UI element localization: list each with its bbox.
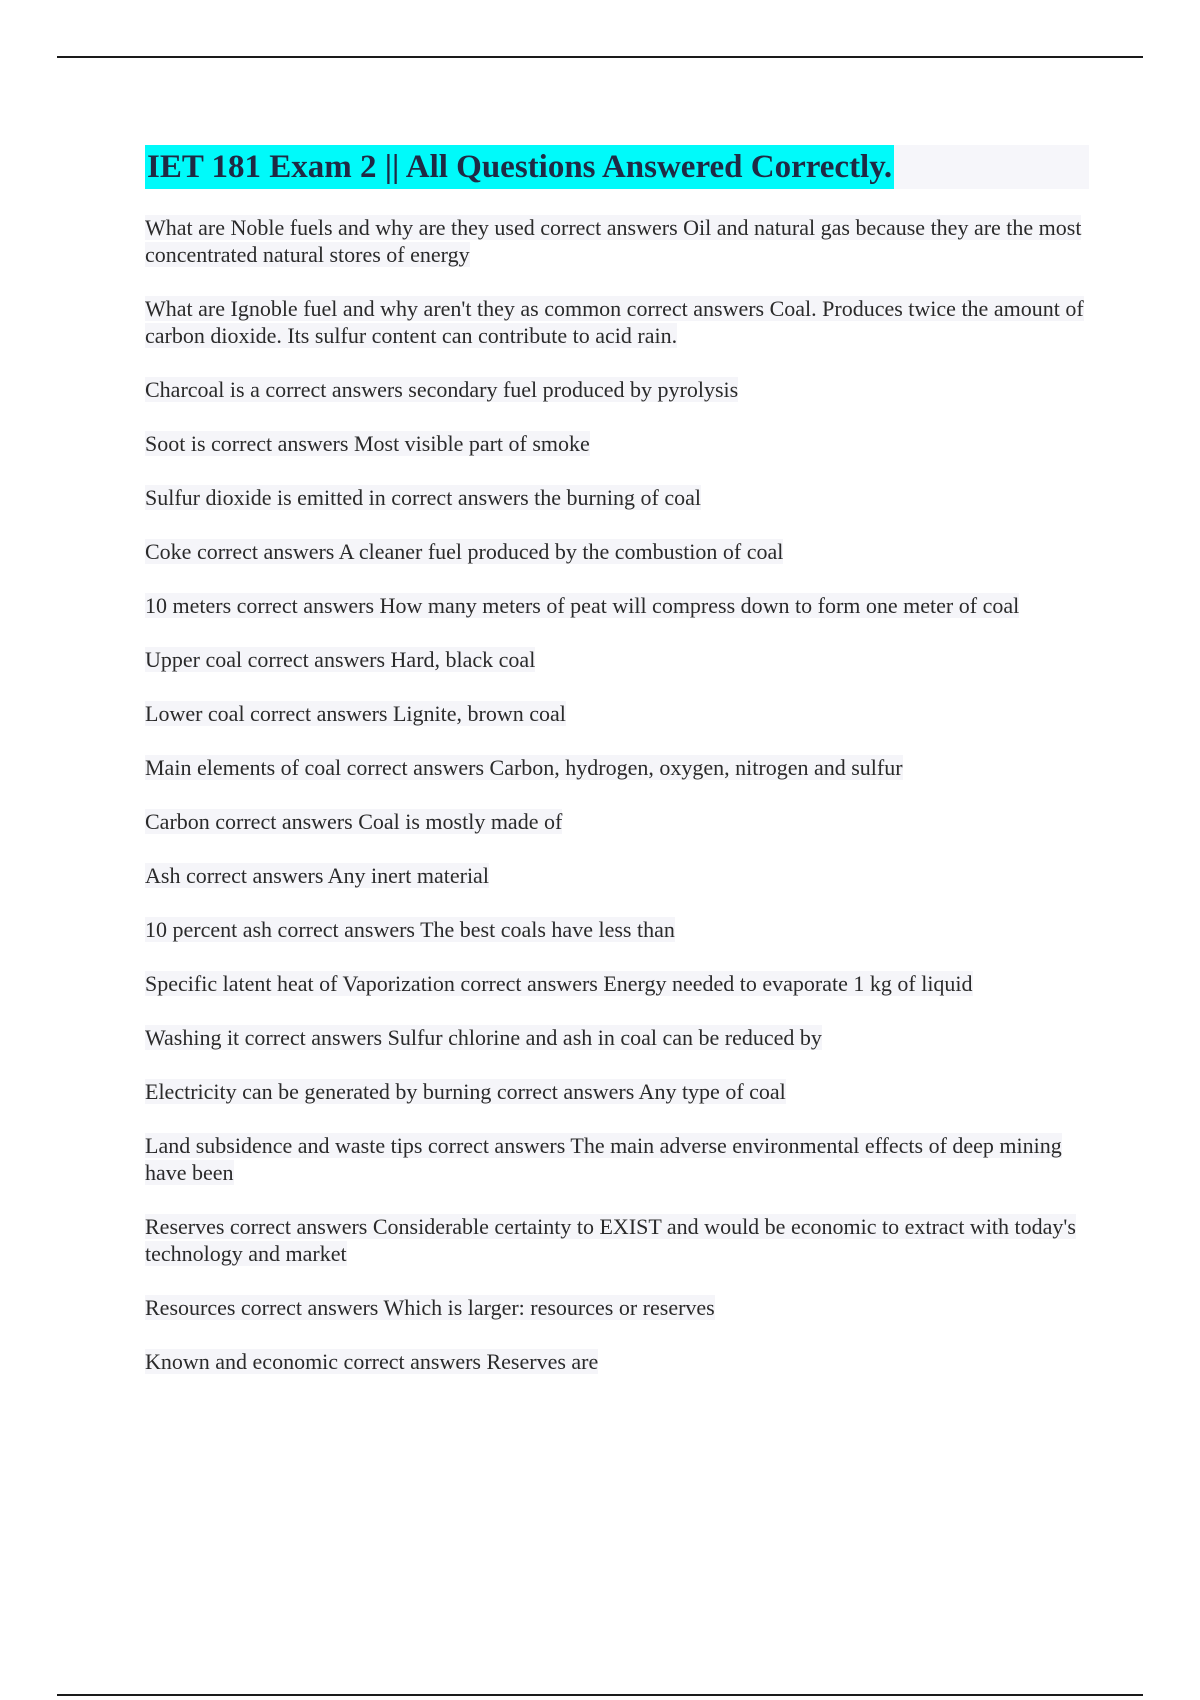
qa-item [145, 1213, 1095, 1267]
qa-text: Charcoal is a correct answers secondary fuel produced by pyrolysis [145, 377, 739, 402]
qa-item [145, 646, 1095, 673]
qa-text: Reserves correct answers Considerable certainty to EXIST and would be economic to extract with today's technology and market [145, 1214, 1076, 1266]
qa-text: Specific latent heat of Vaporization correct answers Energy needed to evaporate 1 kg of liquid [145, 971, 973, 996]
qa-text: What are Ignoble fuel and why aren't they as common correct answers Coal. Produces twice the amount of carbon dioxide. Its sulfur content can contribute to acid rain. [145, 296, 1084, 348]
qa-item [145, 862, 1095, 889]
qa-list [145, 214, 1095, 1402]
qa-item [145, 1024, 1095, 1051]
qa-item [145, 808, 1095, 835]
qa-text: Carbon correct answers Coal is mostly made of [145, 809, 563, 834]
qa-item [145, 970, 1095, 997]
qa-item [145, 916, 1095, 943]
qa-item [145, 592, 1095, 619]
qa-text: Upper coal correct answers Hard, black coal [145, 647, 536, 672]
qa-text: Washing it correct answers Sulfur chlorine and ash in coal can be reduced by [145, 1025, 822, 1050]
qa-text: What are Noble fuels and why are they used correct answers Oil and natural gas because they are the most concentrated natural stores of energy [145, 215, 1082, 267]
qa-item [145, 1294, 1095, 1321]
qa-item [145, 1348, 1095, 1375]
qa-item [145, 484, 1095, 511]
qa-item [145, 430, 1095, 457]
qa-text: Main elements of coal correct answers Carbon, hydrogen, oxygen, nitrogen and sulfur [145, 755, 903, 780]
qa-text: Soot is correct answers Most visible part of smoke [145, 431, 590, 456]
document-title: IET 181 Exam 2 || All Questions Answered Correctly. [145, 145, 894, 189]
qa-item [145, 1132, 1095, 1186]
top-rule [57, 56, 1143, 58]
qa-item [145, 214, 1095, 268]
qa-item [145, 376, 1095, 403]
qa-text: Sulfur dioxide is emitted in correct answers the burning of coal [145, 485, 701, 510]
qa-text: Ash correct answers Any inert material [145, 863, 489, 888]
qa-item [145, 295, 1095, 349]
qa-text: 10 meters correct answers How many meters of peat will compress down to form one meter of coal [145, 593, 1020, 618]
qa-text: Lower coal correct answers Lignite, brown coal [145, 701, 566, 726]
bottom-rule [57, 1694, 1143, 1696]
qa-item [145, 1078, 1095, 1105]
qa-text: Coke correct answers A cleaner fuel produced by the combustion of coal [145, 539, 784, 564]
qa-item [145, 754, 1095, 781]
qa-text: Land subsidence and waste tips correct answers The main adverse environmental effects of deep mining have been [145, 1133, 1062, 1185]
qa-text: Electricity can be generated by burning correct answers Any type of coal [145, 1079, 786, 1104]
title-row [145, 145, 1089, 189]
qa-text: 10 percent ash correct answers The best coals have less than [145, 917, 675, 942]
qa-text: Resources correct answers Which is larger: resources or reserves [145, 1295, 715, 1320]
qa-item [145, 538, 1095, 565]
qa-item [145, 700, 1095, 727]
qa-text: Known and economic correct answers Reserves are [145, 1349, 599, 1374]
